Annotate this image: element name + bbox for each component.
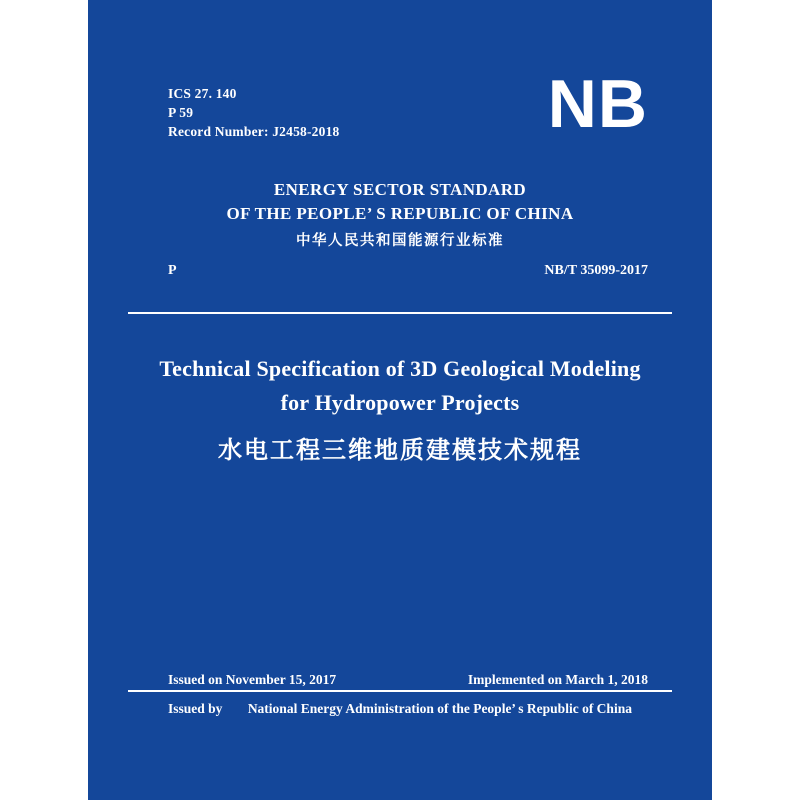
ics-block (168, 84, 339, 141)
issuer-row (88, 701, 712, 717)
title-english-line-1: Technical Specification of 3D Geological Modeling (159, 356, 641, 381)
series-line-chinese: 中华人民共和国能源行业标准 (296, 233, 504, 249)
issuer-organization: National Energy Administration of the People’ s Republic of China (247, 701, 632, 716)
issuer-label: Issued by (168, 701, 223, 716)
title-chinese: 水电工程三维地质建模技术规程 (218, 436, 582, 464)
ics-code: ICS 27. 140 (168, 86, 237, 101)
standard-series-heading (88, 178, 712, 254)
divider-top (128, 312, 672, 314)
series-line-2: OF THE PEOPLE’ S REPUBLIC OF CHINA (226, 204, 574, 223)
class-code: P (168, 263, 177, 278)
divider-bottom (128, 690, 672, 692)
standard-cover (88, 0, 712, 800)
series-line-1: ENERGY SECTOR STANDARD (273, 180, 527, 199)
implemented-date: Implemented on March 1, 2018 (467, 672, 648, 687)
classification-code: P 59 (168, 105, 194, 120)
cover-header (88, 66, 712, 160)
record-number: Record Number: J2458-2018 (168, 124, 340, 139)
issued-date: Issued on November 15, 2017 (168, 672, 337, 687)
dates-row (168, 672, 648, 688)
code-row (168, 263, 648, 279)
title-english-line-2: for Hydropower Projects (280, 390, 520, 415)
standard-number: NB/T 35099-2017 (544, 263, 648, 278)
title-block (138, 352, 662, 470)
nb-logo: NB (547, 66, 648, 142)
